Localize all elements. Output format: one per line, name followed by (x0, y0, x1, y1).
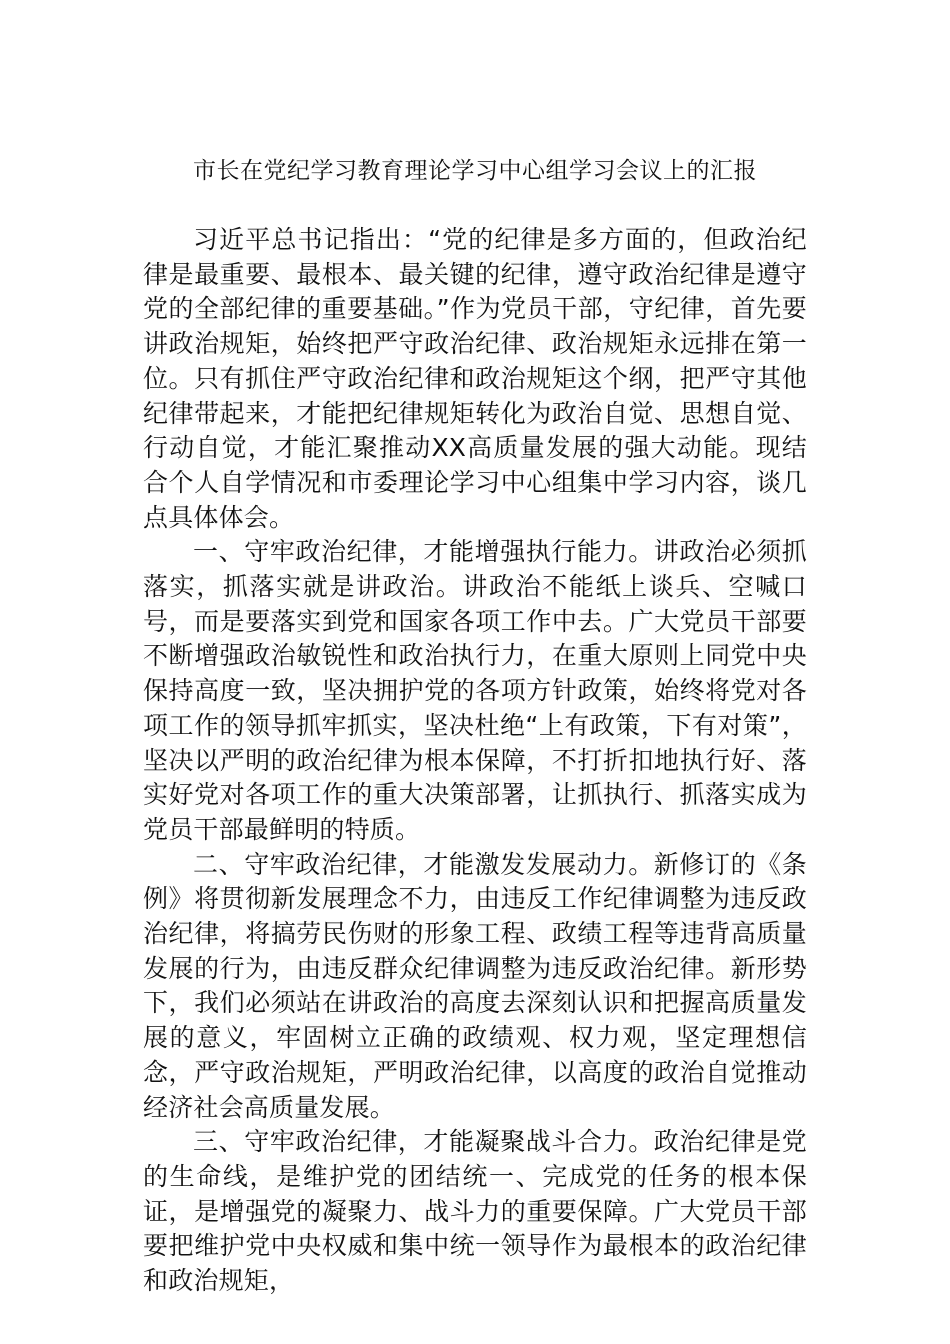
paragraph-point-two: 二、守牢政治纪律，才能激发发展动力。新修订的《条例》将贯彻新发展理念不力，由违反工作纪律调整为违反政治纪律，将搞劳民伤财的形象工程、政绩工程等违背高质量发展的行为，由违反群众纪律调整为违反政治纪律。新形势下，我们必须站在讲政治的高度去深刻认识和把握高质量发展的意义，牢固树立正确的政绩观、权力观，坚定理想信念，严守政治规矩，严明政治纪律，以高度的政治自觉推动经济社会高质量发展。 (143, 849, 807, 1122)
document-body (143, 223, 807, 1299)
paragraph-point-one: 一、守牢政治纪律，才能增强执行能力。讲政治必须抓落实，抓落实就是讲政治。讲政治不能纸上谈兵、空喊口号，而是要落实到党和国家各项工作中去。广大党员干部要不断增强政治敏锐性和政治执行力，在重大原则上同党中央保持高度一致，坚决拥护党的各项方针政策，始终将党对各项工作的领导抓牢抓实，坚决杜绝“上有政策，下有对策”，坚决以严明的政治纪律为根本保障，不打折扣地执行好、落实好党对各项工作的重大决策部署，让抓执行、抓落实成为党员干部最鲜明的特质。 (143, 537, 807, 844)
paragraph-intro: 习近平总书记指出：“党的纪律是多方面的，但政治纪律是最重要、最根本、最关键的纪律，遵守政治纪律是遵守党的全部纪律的重要基础。”作为党员干部，守纪律，首先要讲政治规矩，始终把严守政治纪律、政治规矩永远排在第一位。只有抓住严守政治纪律和政治规矩这个纲，把严守其他纪律带起来，才能把纪律规矩转化为政治自觉、思想自觉、行动自觉，才能汇聚推动XX高质量发展的强大动能。现结合个人自学情况和市委理论学习中心组集中学习内容，谈几点具体体会。 (143, 225, 807, 532)
paragraph-point-three: 三、守牢政治纪律，才能凝聚战斗合力。政治纪律是党的生命线，是维护党的团结统一、完成党的任务的根本保证，是增强党的凝聚力、战斗力的重要保障。广大党员干部要把维护党中央权威和集中统一领导作为最根本的政治纪律和政治规矩， (143, 1127, 807, 1296)
document-title: 市长在党纪学习教育理论学习中心组学习会议上的汇报 (193, 158, 757, 184)
